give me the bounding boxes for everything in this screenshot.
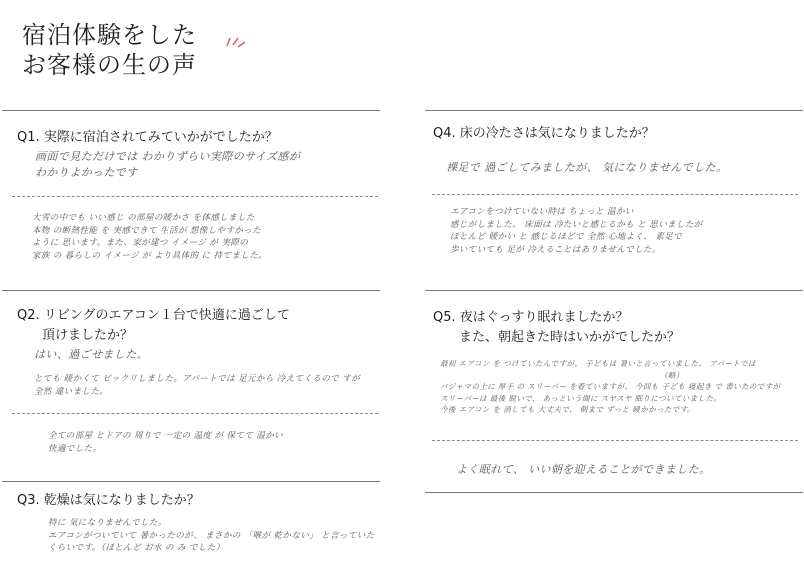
q2-answer-b-line: 全然 違いました。 [34,386,109,397]
q4-divider [432,194,798,195]
page-title-line1: 宿泊体験をした [22,21,197,49]
q1-answer-b-line: 本物 の断熱性能 を 実感できて 生活が 想像しやすかった [32,225,262,236]
q2-answer-c-line: 全ての部屋 とドアの 周りで 一定の 温度 が 保てて 温かい [48,431,284,441]
q5-answer-a [440,358,781,416]
sparkle-icon [224,34,248,48]
q4-answer-b-line: 感じがしました。 床面は 冷たいと感じるかも と 思いましたが [450,219,703,230]
q1-answer-b-line: ように 思います。また、家が建つ イメージ が 実際の [32,238,249,248]
q5-divider [432,440,798,441]
q1-answer-b-line: 家族 の 暮らしの イメージ が より具体的 に 持てました。 [32,250,268,261]
q2-answer-b [34,373,360,398]
q2-top-rule [2,290,380,291]
q1-answer-a [35,149,300,181]
q5-top-rule [425,290,803,291]
q5-question-line1: Q5. 夜はぐっすり眠れましたか？ [433,310,629,325]
q2-divider [12,413,378,414]
q1-question: Q1. 実際に宿泊されてみていかがでしたか？ [17,130,278,145]
q3-answer-line: くらいです。（ほとんど お水 の み でした） [48,543,225,553]
q4-top-rule [425,110,803,111]
q2-question-line2: 頂けましたか？ [42,328,134,343]
q1-answer-a-line: わかりよかったです [35,166,138,179]
q5-answer-b: よく眠れて、 いい朝を迎えることができました。 [456,463,711,476]
q2-answer-b-line: とても 暖かくて ビックリしました。アパートでは 足元から 冷えてくるので すが [34,374,360,384]
q5-question-line2: また、朝起きた時はいかがでしたか？ [459,330,681,345]
q4-answer-b-line: 歩いていても 足が 冷えることはありませんでした。 [450,244,661,255]
q2-answer-c [48,430,283,455]
q3-answer-line: エアコンがついていて 暑かったのが、 まさかの 「喉が 乾かない」 と言っていた [48,530,375,541]
q5-answer-a-line: （略） [660,370,684,380]
q1-divider [12,196,378,197]
page-title-line2-wrap [22,50,197,80]
q1-answer-b [32,212,267,262]
q5-answer-a-line: バジャマの上に 厚手 の スリーパー を着ていますが、 今回も 子ども 寝起き で 書いたのですが [440,382,781,391]
q4-answer-b-line: エアコンをつけていない時は ちょっと 温かい [450,207,634,217]
q2-answer-c-line: 快適でした。 [48,443,102,454]
q4-answer-b-line: ほとんど 暖かい と 感じるほどで 全然 心地よく、 素足で [450,232,683,242]
q2-question-line1: Q2. リビングのエアコン１台で快適に過ごして [17,308,290,323]
q4-answer-a: 裸足で 過ごしてみましたが、 気になりませんでした。 [446,161,728,174]
header [22,20,197,80]
q3-answer-line: 特に 気になりませんでした。 [48,518,167,528]
page-title-line2: お客様の生の声 [22,51,197,79]
q5-answer-a-line: 今後 エアコン を 消しても 大丈夫で、 朝まで ずっと 暖かかったです。 [440,405,695,414]
q1-answer-b-line: 大雪の中でも いい感じ の部屋の暖かさ を体感しました [32,213,255,223]
q1-answer-a-line: 画面で見ただけでは わかりずらい実際のサイズ感が [35,150,301,163]
q4-answer-b [450,206,703,256]
q5-bottom-rule [425,492,803,493]
q2-answer-a: はい、過ごせました。 [34,348,148,361]
q3-question: Q3. 乾燥は気になりましたか？ [17,493,200,508]
q5-answer-a-line: スリーパーは 最後 脱いで、 あっという間に スヤスヤ 眠りについていました。 [440,393,722,403]
q3-top-rule [2,481,380,482]
q4-question: Q4. 床の冷たさは気になりましたか？ [433,126,655,141]
q5-answer-a-line: 最初 エアコン を つけていたんですが、 子どもは 暑いと言っていました。 アパートでは [440,359,756,368]
q3-answer [48,517,375,555]
q1-top-rule [2,110,380,111]
